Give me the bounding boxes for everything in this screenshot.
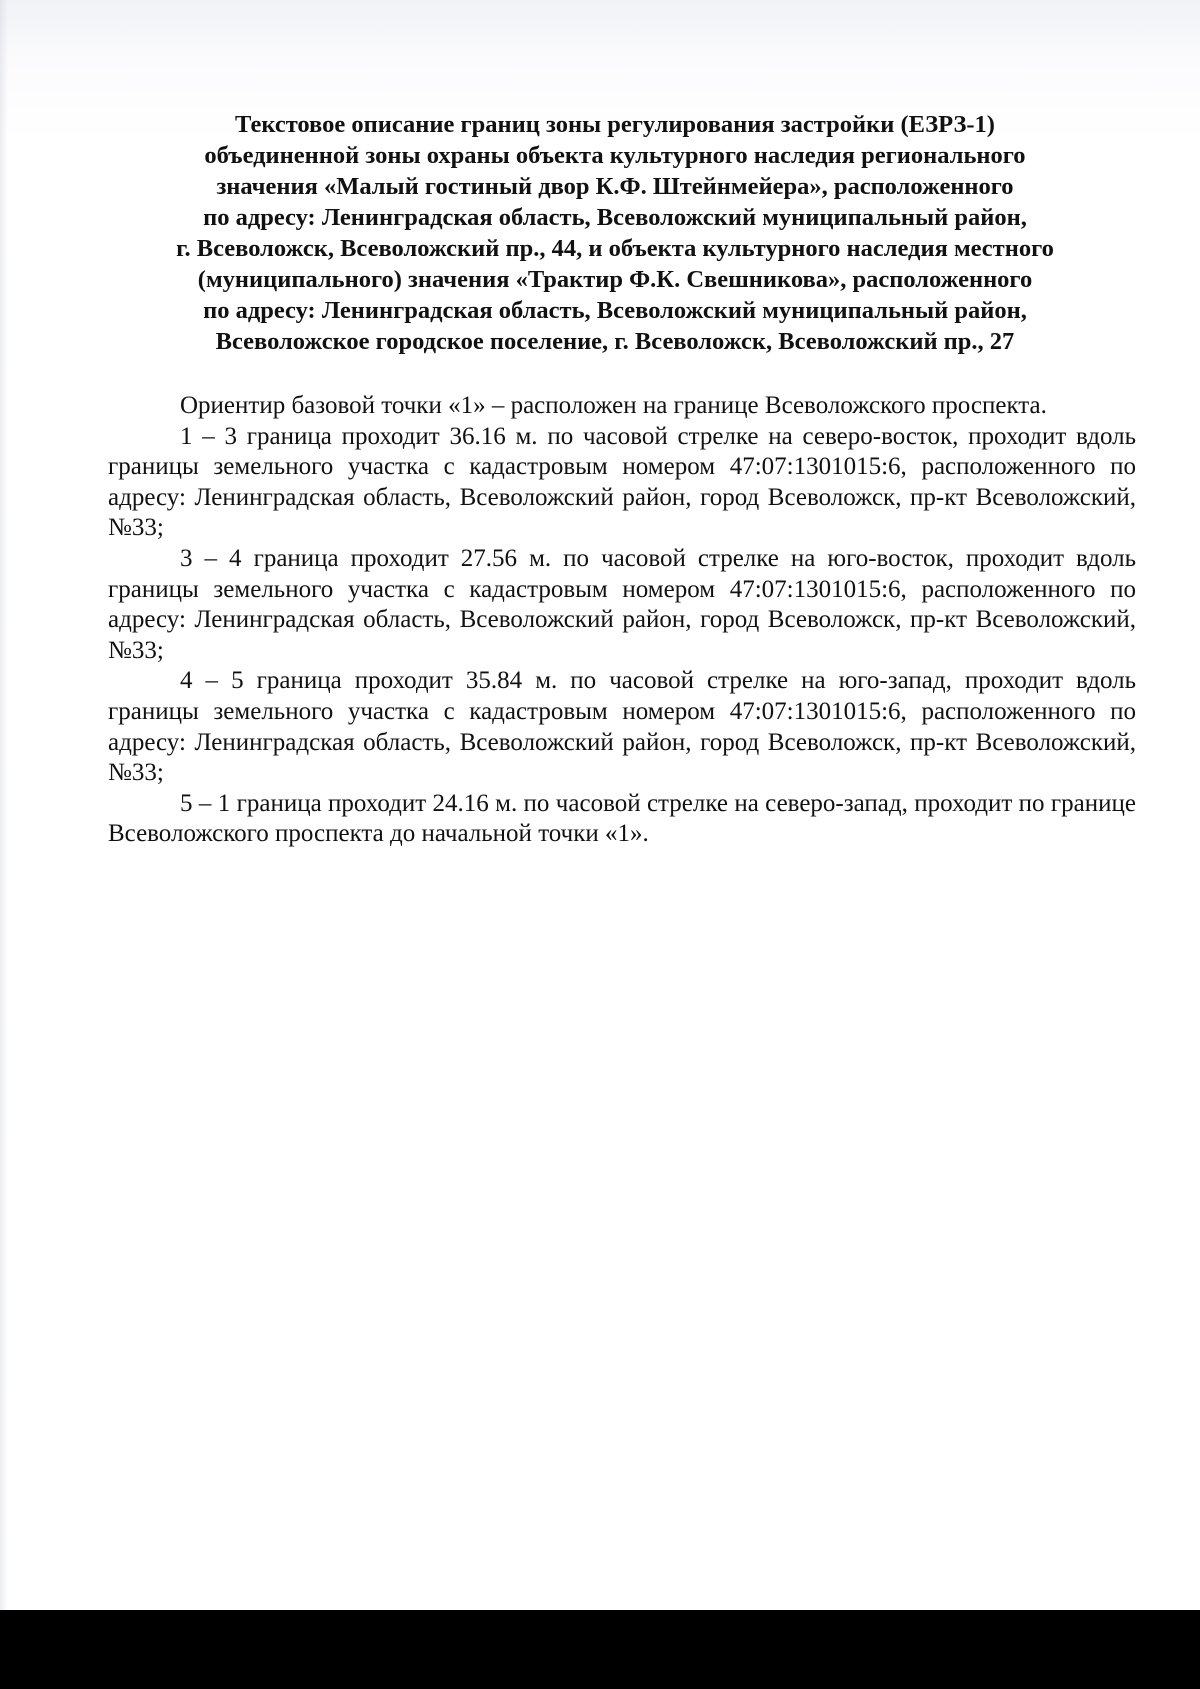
- title-line: (муниципального) значения «Трактир Ф.К. Свешникова», расположенного: [197, 266, 1033, 293]
- base-point-paragraph: Ориентир базовой точки «1» – расположен на границе Всеволожского проспекта.: [180, 392, 1047, 419]
- scan-black-border: [0, 1610, 1200, 1689]
- boundary-segment-5-1: 5 – 1 граница проходит 24.16 м. по часовой стрелке на северо-запад, проходит по границе Всеволожского проспекта до начальной точки «1».: [108, 789, 1136, 848]
- document-title: [90, 109, 1140, 357]
- title-line: г. Всеволожск, Всеволожский пр., 44, и объекта культурного наследия местного: [176, 235, 1054, 262]
- title-line: по адресу: Ленинградская область, Всеволожский муниципальный район,: [203, 204, 1027, 231]
- boundary-segment-4-5: 4 – 5 граница проходит 35.84 м. по часовой стрелке на юго-запад, проходит вдоль границы земельного участка с кадастровым номером 47:07:1301015:6, расположенного по адресу: Ленинградская область, Всеволожский район, город Всеволожск, пр-кт Всеволожский, №33;: [108, 667, 1136, 787]
- title-line: Текстовое описание границ зоны регулирования застройки (ЕЗРЗ-1): [235, 111, 995, 138]
- boundary-segment-1-3: 1 – 3 граница проходит 36.16 м. по часовой стрелке на северо-восток, проходит вдоль границы земельного участка с кадастровым номером 47:07:1301015:6, расположенного по адресу: Ленинградская область, Всеволожский район, город Всеволожск, пр-кт Всеволожский, №33;: [108, 422, 1136, 542]
- title-line: по адресу: Ленинградская область, Всеволожский муниципальный район,: [203, 297, 1027, 324]
- title-line: значения «Малый гостиный двор К.Ф. Штейнмейера», расположенного: [216, 173, 1014, 200]
- scan-edge-shadow: [0, 0, 8, 1610]
- document-body: [108, 391, 1136, 850]
- boundary-segment-3-4: 3 – 4 граница проходит 27.56 м. по часовой стрелке на юго-восток, проходит вдоль границы земельного участка с кадастровым номером 47:07:1301015:6, расположенного по адресу: Ленинградская область, Всеволожский район, город Всеволожск, пр-кт Всеволожский, №33;: [108, 544, 1136, 664]
- title-line: объединенной зоны охраны объекта культурного наследия регионального: [204, 142, 1026, 169]
- title-line: Всеволожское городское поселение, г. Всеволожск, Всеволожский пр., 27: [215, 328, 1015, 355]
